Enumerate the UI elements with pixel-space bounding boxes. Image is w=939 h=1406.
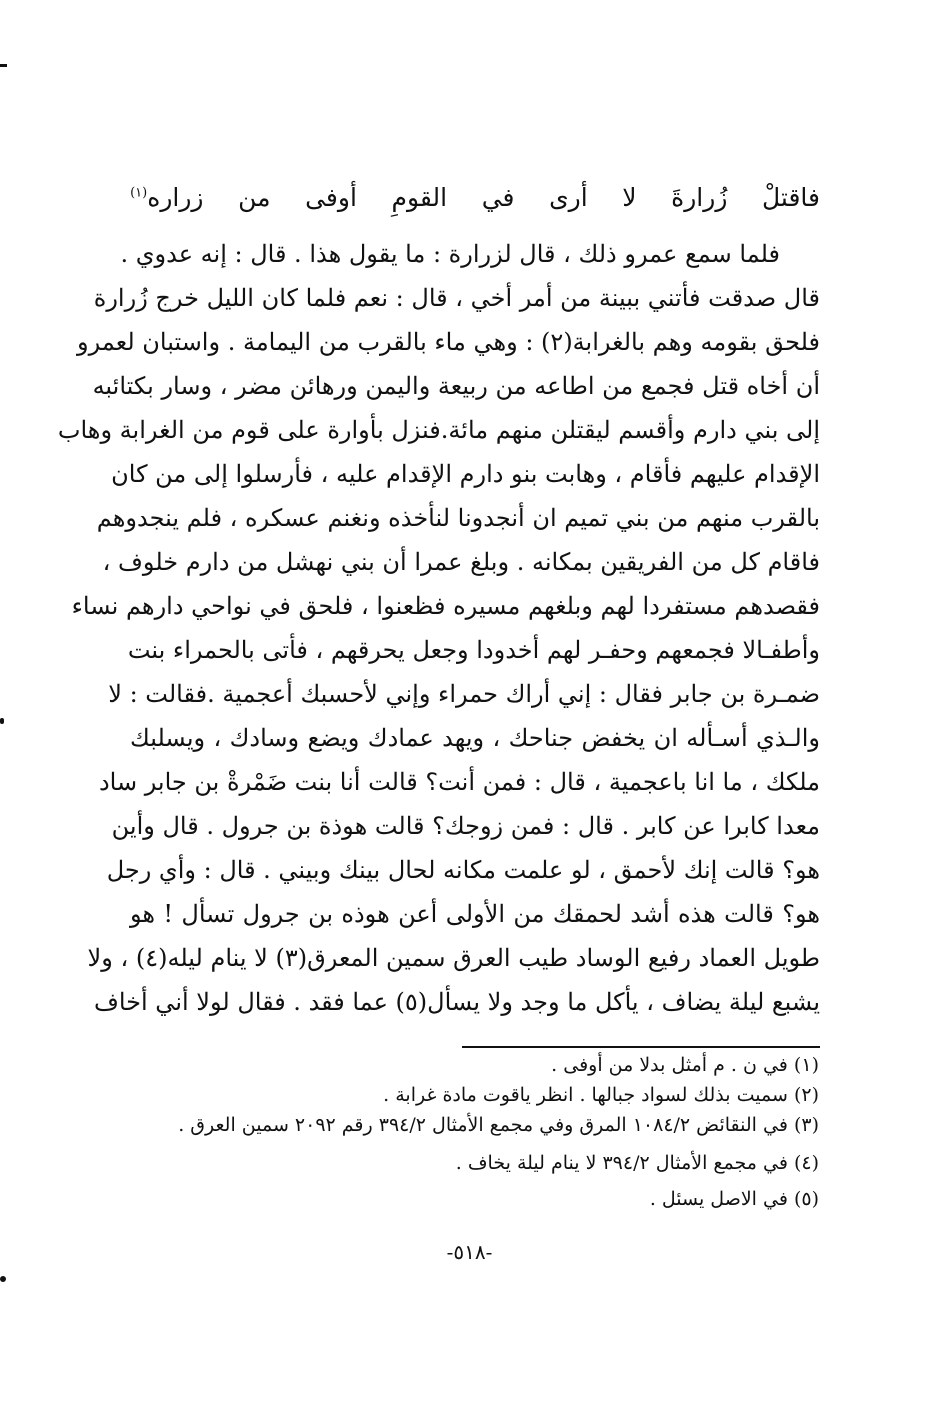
body-line: وأطفـالا فجمعهم وحفـر لهم أخدودا وجعل يحرقهم ، فأتى بالحمراء بنت bbox=[127, 636, 820, 664]
verse-word: أرى bbox=[549, 182, 588, 212]
footnote: (١) في ن . م أمثل بدلا من أوفى . bbox=[551, 1054, 819, 1076]
scan-edge-mark bbox=[0, 718, 4, 724]
body-line: هو؟ قالت هذه أشد لحمقك من الأولى أعن هوذه بن جرول تسأل ! هو bbox=[130, 900, 820, 928]
verse-word: في bbox=[481, 182, 515, 212]
body-line: قال صدقت فأتني ببينة من أمر أخي ، قال : نعم فلما كان الليل خرج زُرارة bbox=[93, 284, 820, 312]
footnote: (٢) سميت بذلك لسواد جبالها . انظر ياقوت مادة غرابة . bbox=[383, 1084, 819, 1106]
body-line-text: فلما سمع عمرو ذلك ، قال لزرارة : ما يقول هذا . قال : إنه عدوي . bbox=[120, 240, 780, 268]
footnote: (٤) في مجمع الأمثال ٣٩٤/٢ لا ينام ليلة يخاف . bbox=[455, 1152, 819, 1174]
body-line: ملكك ، ما انا باعجمية ، قال : فمن أنت؟ قالت أنا بنت ضَمْرةْ بن جابر ساد bbox=[98, 768, 820, 796]
verse-last-word bbox=[130, 183, 203, 212]
body-line: بالقرب منهم من بني تميم ان أنجدونا لنأخذه ونغنم عسكره ، فلم ينجدوهم bbox=[96, 504, 820, 532]
verse-word: فاقتلْ bbox=[762, 182, 820, 212]
page-number: -٥١٨- bbox=[446, 1240, 493, 1264]
body-line: طويل العماد رفيع الوساد طيب العرق سمين المعرق(٣) لا ينام ليله(٤) ، ولا bbox=[87, 944, 820, 972]
body-line: أن أخاه قتل فجمع من اطاعه من ربيعة واليمن ورهائن مضر ، وسار بكتائبه bbox=[92, 372, 820, 400]
scan-edge-mark bbox=[0, 1276, 6, 1282]
scan-edge-mark bbox=[0, 64, 7, 67]
body-line: فاقام كل من الفريقين بمكانه . وبلغ عمرا أن بني نهشل من دارم خلوف ، bbox=[102, 548, 820, 576]
verse-word: زُرارةَ bbox=[671, 182, 728, 212]
body-line: إلى بني دارم وأقسم ليقتلن منهم مائة.فنزل بأوارة على قوم من الغرابة وهاب bbox=[57, 416, 820, 444]
body-line: يشبع ليلة يضاف ، يأكل ما وجد ولا يسأل(٥) عما فقد . فقال لولا أني أخاف bbox=[93, 988, 820, 1016]
footnote: (٣) في النقائض ١٠٨٤/٢ المرق وفي مجمع الأمثال ٣٩٤/٢ رقم ٢٠٩٢ سمين العرق . bbox=[178, 1114, 819, 1136]
body-line: هو؟ قالت إنك لأحمق ، لو علمت مكانه لحال بينك وبيني . قال : وأي رجل bbox=[106, 856, 820, 884]
footnote-reference: (١) bbox=[130, 185, 148, 201]
verse-word: أوفى bbox=[305, 182, 357, 212]
body-line: الإقدام عليهم فأقام ، وهابت بنو دارم الإقدام عليه ، فأرسلوا إلى من كان bbox=[111, 460, 820, 488]
verse-word: لا bbox=[622, 182, 637, 212]
body-line: والـذي أسـأله ان يخفض جناحك ، ويهد عمادك ويضع وسادك ، ويسلبك bbox=[130, 724, 820, 752]
body-line bbox=[120, 232, 820, 276]
poetry-verse bbox=[130, 172, 820, 222]
body-line: فلحق بقومه وهم بالغرابة(٢) : وهي ماء بالقرب من اليمامة . واستبان لعمرو bbox=[77, 328, 820, 356]
body-line: ضمـرة بن جابر فقال : إني أراك حمراء وإني لأحسبك أعجمية .فقالت : لا bbox=[108, 680, 820, 708]
verse-word: من bbox=[238, 182, 271, 212]
body-line: معدا كابرا عن كابر . قال : فمن زوجك؟ قالت هوذة بن جرول . قال وأين bbox=[111, 812, 820, 840]
verse-word: القومِ bbox=[391, 182, 448, 212]
body-line: فقصدهم مستفردا لهم وبلغهم مسيره فظعنوا ، فلحق في نواحي دارهم نساء bbox=[71, 592, 820, 620]
verse-word: زراره bbox=[147, 182, 204, 212]
footnote: (٥) في الاصل يسئل . bbox=[649, 1188, 819, 1210]
